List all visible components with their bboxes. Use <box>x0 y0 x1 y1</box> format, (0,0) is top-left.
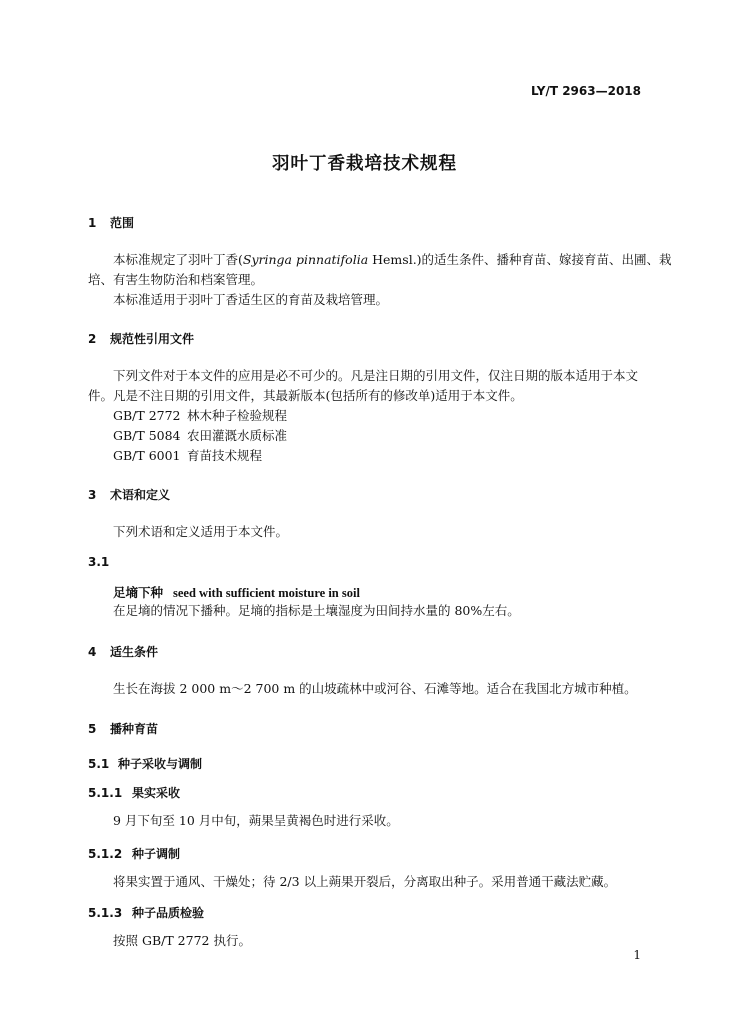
section-4-title: 适生条件 <box>110 645 159 659</box>
latin-authority: Hemsl. <box>368 252 417 267</box>
subsection-5-1-1-number: 5.1.1 <box>88 786 123 800</box>
term-entry <box>113 583 360 603</box>
reference-item <box>113 406 287 426</box>
subsection-3-1-number: 3.1 <box>88 555 110 569</box>
subsection-5-1-3-text: 按照 GB/T 2772 执行。 <box>113 933 251 948</box>
subsection-5-1-1-text: 9 月下旬至 10 月中旬，蒴果呈黄褐色时进行采收。 <box>113 813 399 828</box>
section-4-heading <box>88 643 158 660</box>
section-5-title: 播种育苗 <box>110 722 159 736</box>
text-fragment: 本标准规定了羽叶丁香( <box>113 252 243 267</box>
subsection-5-1-heading <box>88 755 202 772</box>
term-english: seed with sufficient moisture in soil <box>173 586 360 600</box>
subsection-5-1-title: 种子采收与调制 <box>118 757 203 771</box>
subsection-5-1-2-title: 种子调制 <box>132 847 181 861</box>
section-1-number: 1 <box>88 216 97 230</box>
section-1-title: 范围 <box>110 216 135 230</box>
subsection-5-1-1-title: 果实采收 <box>132 786 181 800</box>
term-definition: 在足墒的情况下播种。足墒的指标是土壤湿度为田间持水量的 80%左右。 <box>113 603 520 618</box>
latin-species-name: Syringa pinnatifolia <box>242 252 369 267</box>
text-fragment: )的适生条件、播种育苗、嫁接育苗、出圃、栽 <box>416 252 672 267</box>
subsection-5-1-2-heading <box>88 845 180 862</box>
section-2-paragraph-line-1: 下列文件对于本文件的应用是必不可少的。凡是注日期的引用文件，仅注日期的版本适用于本文 <box>113 368 639 383</box>
subsection-5-1-2-number: 5.1.2 <box>88 847 123 861</box>
section-1-heading <box>88 214 134 231</box>
reference-title: 林木种子检验规程 <box>187 408 288 423</box>
section-3-title: 术语和定义 <box>110 488 171 502</box>
subsection-5-1-3-heading <box>88 904 204 921</box>
section-1-paragraph-2: 本标准适用于羽叶丁香适生区的育苗及栽培管理。 <box>113 292 389 307</box>
section-4-paragraph: 生长在海拔 2 000 m～2 700 m 的山坡疏林中或河谷、石滩等地。适合在我国北方城市种植。 <box>113 681 637 696</box>
reference-code: GB/T 2772 <box>113 408 181 423</box>
section-2-paragraph-line-2: 件。凡是不注日期的引用文件，其最新版本(包括所有的修改单)适用于本文件。 <box>88 388 523 403</box>
term-chinese: 足墒下种 <box>113 585 164 600</box>
section-5-heading <box>88 720 158 737</box>
subsection-5-1-3-number: 5.1.3 <box>88 906 123 920</box>
reference-item <box>113 446 262 466</box>
reference-title: 育苗技术规程 <box>187 448 263 463</box>
document-title: 羽叶丁香栽培技术规程 <box>272 154 457 174</box>
section-2-heading <box>88 330 194 347</box>
reference-code: GB/T 6001 <box>113 448 181 463</box>
section-2-number: 2 <box>88 332 97 346</box>
reference-code: GB/T 5084 <box>113 428 181 443</box>
section-3-number: 3 <box>88 488 97 502</box>
subsection-5-1-3-title: 种子品质检验 <box>132 906 205 920</box>
subsection-5-1-2-text: 将果实置于通风、干燥处；待 2/3 以上蒴果开裂后，分离取出种子。采用普通干藏法贮藏。 <box>113 874 617 889</box>
reference-title: 农田灌溉水质标准 <box>187 428 288 443</box>
subsection-5-1-1-heading <box>88 784 180 801</box>
section-5-number: 5 <box>88 722 97 736</box>
section-2-title: 规范性引用文件 <box>110 332 195 346</box>
section-1-paragraph-1-line-1 <box>113 250 672 270</box>
section-1-paragraph-1-line-2: 培、有害生物防治和档案管理。 <box>88 272 264 287</box>
section-3-heading <box>88 486 170 503</box>
section-4-number: 4 <box>88 645 97 659</box>
reference-item <box>113 426 287 446</box>
standard-code: LY/T 2963—2018 <box>530 84 641 98</box>
page-number: 1 <box>633 948 641 962</box>
section-3-paragraph: 下列术语和定义适用于本文件。 <box>113 524 289 539</box>
subsection-5-1-number: 5.1 <box>88 757 110 771</box>
